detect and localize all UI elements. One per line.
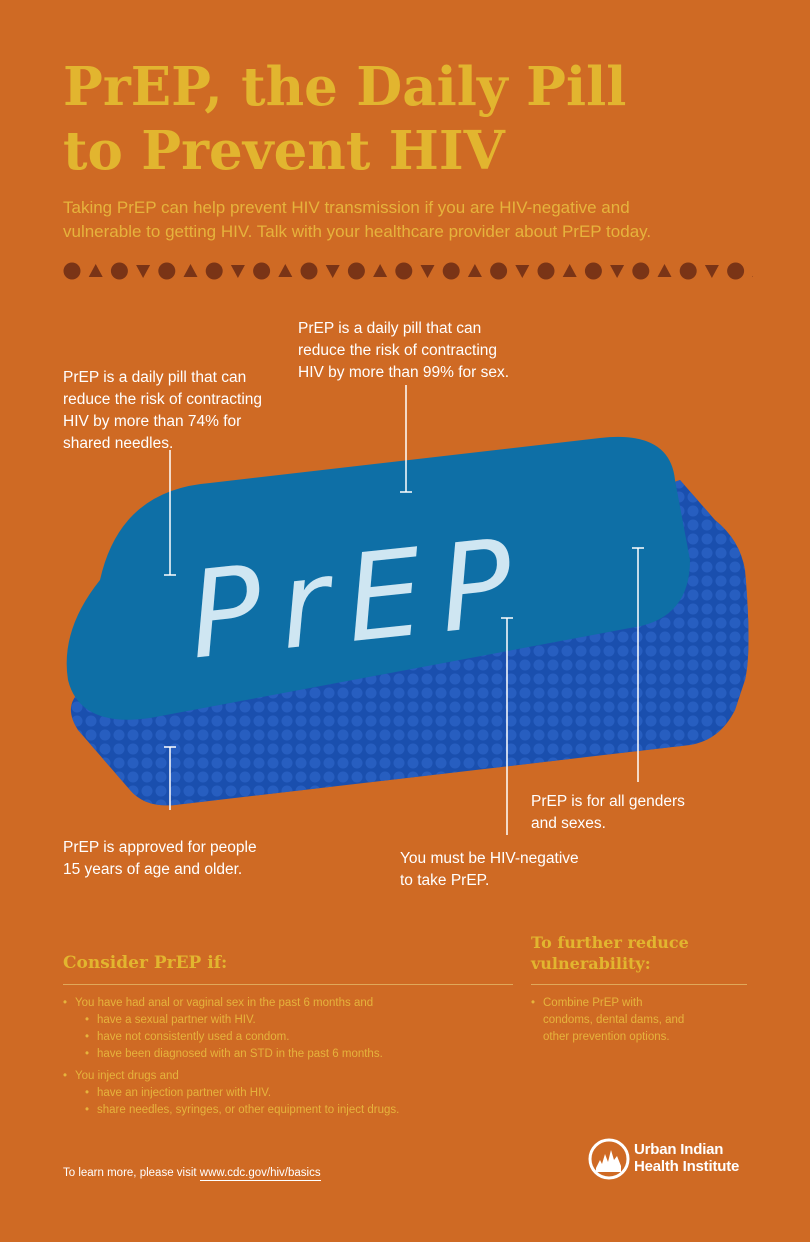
- callout-sex-line: reduce the risk of contracting: [298, 342, 498, 359]
- consider-heading: Consider PrEP if:: [63, 953, 228, 973]
- callout-sex-line: HIV by more than 99% for sex.: [298, 364, 510, 381]
- consider-divider: [63, 984, 513, 985]
- list-item-text: condoms, dental dams, and: [543, 1014, 685, 1026]
- pill-label: PrEP: [182, 512, 538, 687]
- callout-needles: [63, 367, 293, 455]
- further-heading: [531, 932, 761, 974]
- uihi-logo-icon: [588, 1138, 630, 1180]
- list-subitem: • have an injection partner with HIV.: [85, 1085, 513, 1102]
- list-item-text: • Combine PrEP with: [543, 997, 643, 1009]
- callout-negative-line: to take PrEP.: [400, 872, 490, 889]
- callout-needles-line: reduce the risk of contracting: [63, 391, 263, 408]
- callout-needles-line: shared needles.: [63, 435, 174, 452]
- callout-genders-line: PrEP is for all genders: [531, 793, 685, 810]
- callout-age-line: PrEP is approved for people: [63, 839, 257, 856]
- callout-genders-line: and sexes.: [531, 815, 606, 832]
- list-item: [63, 995, 513, 1063]
- callout-sex: [298, 318, 548, 384]
- list-item-text: You inject drugs and: [75, 1070, 179, 1082]
- further-heading-line: vulnerability:: [531, 954, 651, 973]
- list-item: [63, 1068, 513, 1119]
- footer-prefix: To learn more, please visit: [63, 1167, 200, 1179]
- callout-needles-line: PrEP is a daily pill that can: [63, 369, 247, 386]
- callout-negative: [400, 848, 630, 892]
- list-item-text: other prevention options.: [543, 1031, 670, 1043]
- cdc-link[interactable]: www.cdc.gov/hiv/basics: [199, 1167, 321, 1179]
- logo-line: Urban Indian: [634, 1141, 724, 1158]
- callout-genders: [531, 791, 751, 835]
- callout-sex-line: PrEP is a daily pill that can: [298, 320, 482, 337]
- intro-line-2: vulnerable to getting HIV. Talk with your healthcare provider about PrEP today.: [63, 222, 652, 241]
- uihi-logo-text: [634, 1141, 739, 1175]
- list-subitem: • have not consistently used a condom.: [85, 1029, 513, 1046]
- consider-list: [63, 995, 513, 1119]
- list-item-text: You have had anal or vaginal sex in the past 6 months and: [75, 997, 374, 1009]
- title-line-2: to Prevent HIV: [63, 120, 505, 182]
- callout-negative-line: You must be HIV-negative: [400, 850, 579, 867]
- list-subitem: • have a sexual partner with HIV.: [85, 1012, 513, 1029]
- further-heading-line: To further reduce: [531, 933, 689, 952]
- footer-text: [63, 1167, 321, 1179]
- callout-age: [63, 837, 313, 881]
- further-list: [531, 995, 747, 1046]
- uihi-logo: [588, 1138, 758, 1180]
- title-line-1: PrEP, the Daily Pill: [63, 56, 627, 118]
- further-divider: [531, 984, 747, 985]
- list-subitem: • have been diagnosed with an STD in the past 6 months.: [85, 1046, 513, 1063]
- callout-age-line: 15 years of age and older.: [63, 861, 243, 878]
- callout-needles-line: HIV by more than 74% for: [63, 413, 242, 430]
- logo-line: Health Institute: [634, 1158, 740, 1175]
- intro-line-1: Taking PrEP can help prevent HIV transmission if you are HIV-negative and: [63, 198, 630, 217]
- list-subitem: • share needles, syringes, or other equipment to inject drugs.: [85, 1102, 513, 1119]
- list-item: [531, 995, 747, 1046]
